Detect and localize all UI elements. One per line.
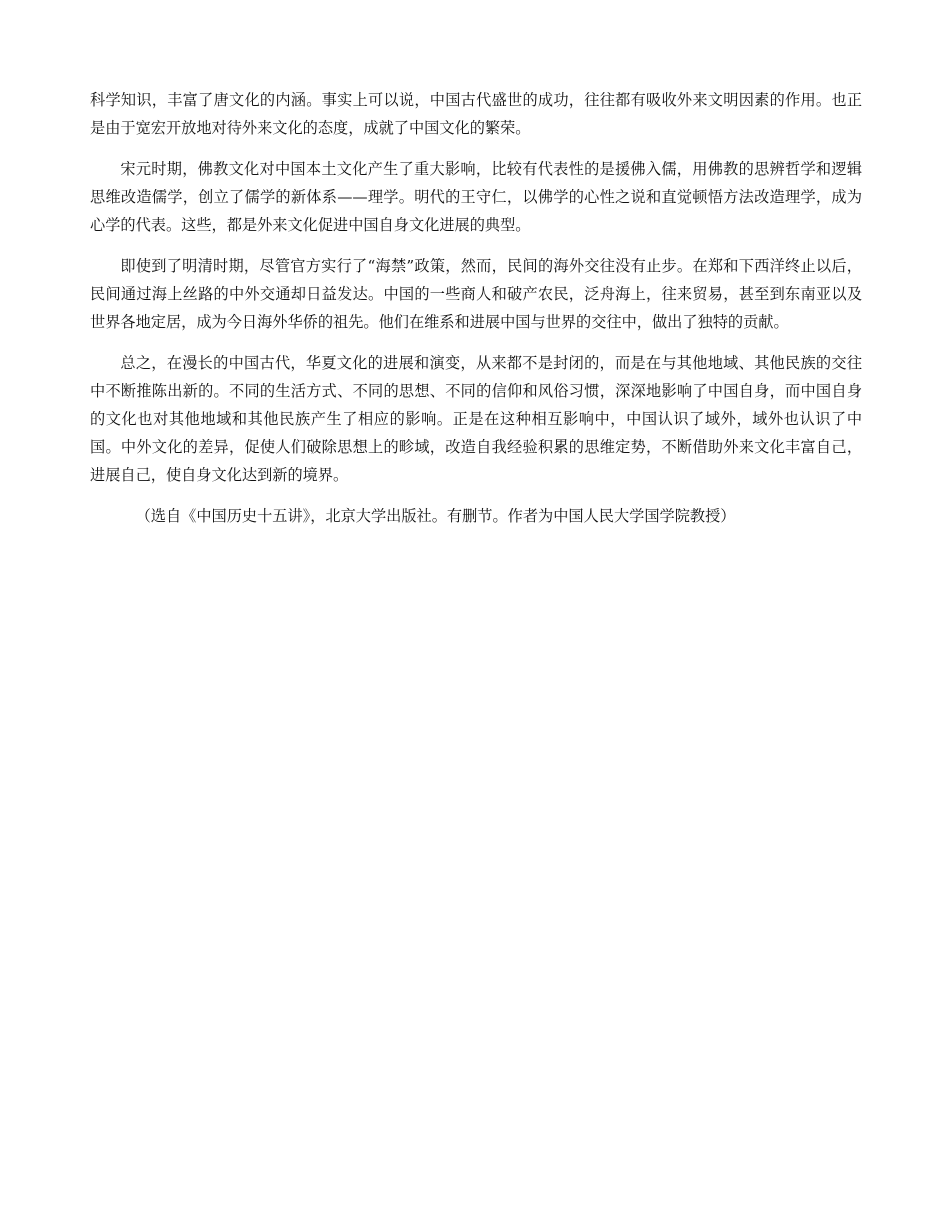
paragraph-ming-qing: 即使到了明清时期，尽管官方实行了“海禁”政策，然而，民间的海外交往没有止步。在郑和下西洋终止以后，民间通过海上丝路的中外交通却日益发达。中国的一些商人和破产农民，泛舟海上，往来贸易，甚至到东南亚以及世界各地定居，成为今日海外华侨的祖先。他们在维系和进展中国与世界的交往中，做出了独特的贡献。	[90, 257, 862, 331]
paragraph-conclusion: 总之，在漫长的中国古代，华夏文化的进展和演变，从来都不是封闭的，而是在与其他地域、其他民族的交往中不断推陈出新的。不同的生活方式、不同的思想、不同的信仰和风俗习惯，深深地影响了中国自身，而中国自身的文化也对其他地域和其他民族产生了相应的影响。正是在这种相互影响中，中国认识了域外，域外也认识了中国。中外文化的差异，促使人们破除思想上的畛域，改造自我经验积累的思维定势，不断借助外来文化丰富自己，进展自己，使自身文化达到新的境界。	[90, 354, 862, 484]
document-page	[90, 86, 862, 530]
source-note: （选自《中国历史十五讲》，北京大学出版社。有删节。作者为中国人民大学国学院教授）	[135, 507, 736, 525]
paragraph-continuation: 科学知识，丰富了唐文化的内涵。事实上可以说，中国古代盛世的成功，往往都有吸收外来文明因素的作用。也正是由于宽宏开放地对待外来文化的态度，成就了中国文化的繁荣。	[90, 91, 862, 137]
paragraph-song-yuan: 宋元时期，佛教文化对中国本土文化产生了重大影响，比较有代表性的是援佛入儒，用佛教的思辨哲学和逻辑思维改造儒学，创立了儒学的新体系——理学。明代的王守仁，以佛学的心性之说和直觉顿悟方法改造理学，成为心学的代表。这些，都是外来文化促进中国自身文化进展的典型。	[90, 160, 862, 234]
